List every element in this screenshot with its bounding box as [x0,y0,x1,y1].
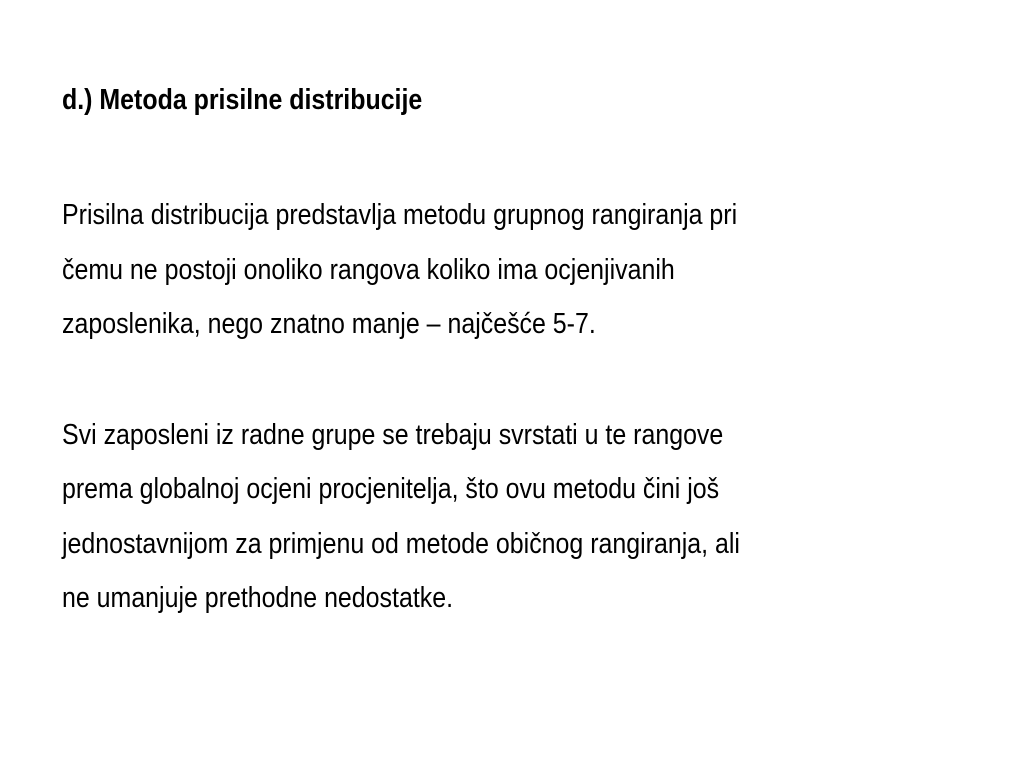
paragraph-ranking-explanation [62,408,982,626]
paragraph-line: Svi zaposleni iz radne grupe se trebaju svrstati u te rangove [62,418,724,451]
paragraph-line: Prisilna distribucija predstavlja metodu grupnog rangiranja pri [62,199,738,231]
paragraph-line: čemu ne postoji onoliko rangova koliko ima ocjenjivanih [62,253,675,286]
paragraph-line: jednostavnijom za primjenu od metode običnog rangiranja, ali [62,527,740,560]
paragraph-line: zaposlenika, nego znatno manje – najčešće 5-7. [62,308,596,340]
paragraph-forced-distribution-definition [62,188,982,352]
slide-content [62,78,982,626]
paragraph-line: ne umanjuje prethodne nedostatke. [62,582,454,614]
slide-heading: d.) Metoda prisilne distribucije [62,84,423,116]
paragraph-line: prema globalnoj ocjeni procjenitelja, što ovu metodu čini još [62,473,720,505]
